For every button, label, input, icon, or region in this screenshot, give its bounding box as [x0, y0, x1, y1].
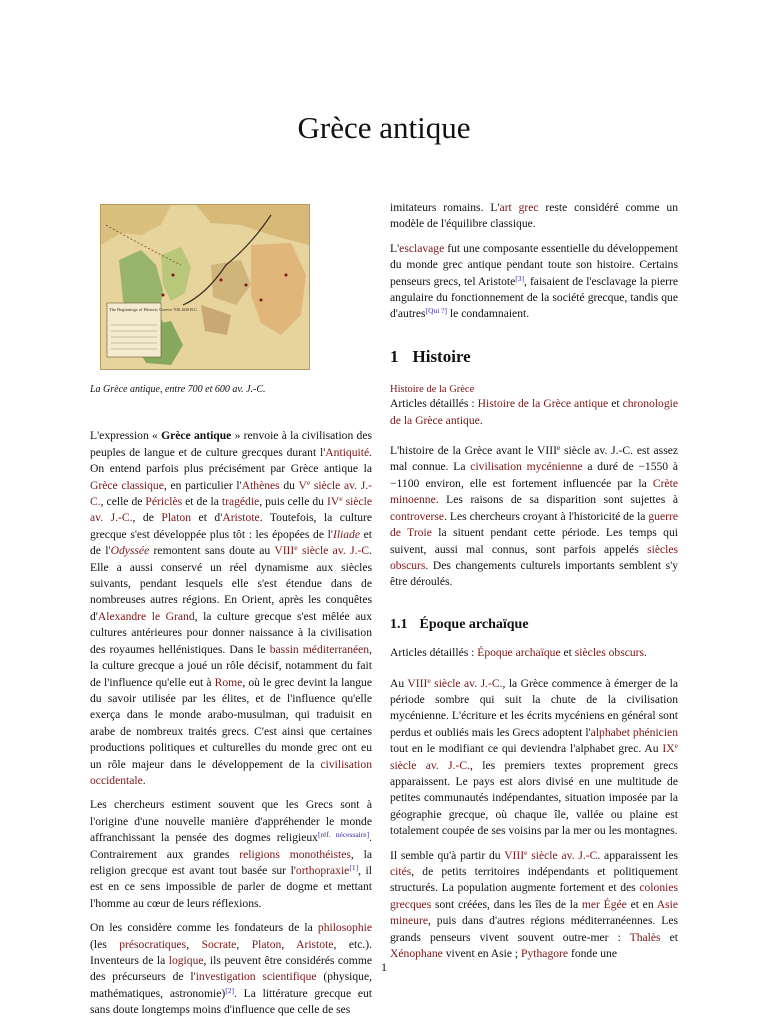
paragraph: imitateurs romains. L'art grec reste considéré comme un modèle de l'équilibre classique. [390, 201, 678, 231]
wiki-link[interactable]: e [524, 847, 528, 857]
wiki-link[interactable]: VIII [504, 848, 525, 862]
wiki-link[interactable]: civilisation occidentale [90, 757, 372, 787]
wiki-link[interactable]: philosophie [317, 921, 372, 935]
detailed-articles: Articles détaillés : Histoire de la Grèce antique et chronologie de la Grèce antique. [390, 397, 678, 427]
wiki-link[interactable]: Asie mineure [390, 897, 678, 928]
wiki-link[interactable]: e [674, 741, 678, 751]
wiki-link[interactable]: esclavage [399, 241, 445, 255]
wiki-link[interactable]: Pythagore [521, 947, 569, 961]
paragraph: Au VIIIe siècle av. J.-C., la Grèce commence à émerger de la période sombre qui suit la chute de la civilisation mycénienne. L'écriture et les écrits mycéniens en général sont perdus et oubliés mais les Grecs adoptent l'alphabet phénicien tout en le modifiant ce qui deviendra l'alphabet grec. Au IXe siècle av. J.-C., les premiers textes proprement grecs apparaissent. Le pays est alors divisé en une multitude de petites communautés indépendantes, situation imposée par la géographie grecque, où chaque île, vallée ou plaine est totalement coupée de ses voisins par la mer ou les montagnes. [390, 675, 679, 838]
wiki-link[interactable]: siècle av. J.-C. [390, 758, 471, 772]
wiki-link[interactable]: Athènes [241, 478, 280, 492]
page-title: Grèce antique [297, 110, 471, 145]
wiki-link[interactable]: mer Égée [581, 897, 627, 911]
citation-link[interactable]: [réf. nécessaire] [317, 830, 370, 840]
text-span: Grèce antique [161, 429, 232, 443]
wiki-link[interactable]: Histoire de la Grèce antique [477, 397, 609, 411]
section-title: Époque archaïque [419, 616, 529, 632]
wiki-link[interactable]: IV [327, 495, 340, 509]
wiki-link[interactable]: logique [168, 954, 204, 967]
wiki-link[interactable]: investigation scientifique [195, 970, 317, 984]
paragraph: Les chercheurs estiment souvent que les Grecs sont à l'origine d'une nouvelle manière d'appréhender le monde affranchissant la pensée des dogmes religieux[réf. nécessaire]. Contrairement aux grandes religions monothéistes, la religion grecque est avant tout basée sur l'orthopraxie[1], il est en ce sens impossible de parler de dogme et mettant l'homme au cœur de leurs réflexions. [90, 798, 372, 910]
wiki-link[interactable]: chronologie de la Grèce antique [390, 397, 678, 427]
wiki-link[interactable]: Époque archaïque [477, 646, 561, 660]
text-span: e [556, 443, 561, 453]
wiki-link[interactable]: Rome [214, 675, 243, 689]
wiki-link[interactable]: siècle av. J.-C. [430, 676, 503, 690]
wiki-link[interactable]: guerre de Troie [390, 509, 678, 540]
wiki-link[interactable]: Odyssée [110, 544, 150, 558]
wiki-link[interactable]: Aristote [296, 937, 334, 951]
wiki-link[interactable]: e [427, 675, 431, 685]
paragraph: On les considère comme les fondateurs de la philosophie (les présocratiques, Socrate, Platon, Aristote, etc.). Inventeurs de la logique, ils peuvent être considérés comme des précurseurs de l'investigation scientifique (physique, mathématiques, astronomie)[2]. La littérature grecque eut sans doute longtemps moins d'influence que celle de ses [90, 921, 373, 1017]
wiki-link[interactable]: bassin méditerranéen [269, 642, 370, 656]
wiki-link[interactable]: Iliade [332, 527, 360, 541]
wiki-link[interactable]: religions monothéistes [239, 847, 351, 861]
detailed-articles: Articles détaillés : Époque archaïque et siècles obscurs. [390, 646, 647, 660]
page-number: 1 [381, 960, 387, 974]
wiki-link[interactable]: Périclès [145, 495, 183, 509]
histoire-link[interactable]: Histoire de la Grèce [390, 384, 475, 396]
wiki-link[interactable]: Xénophane [390, 947, 443, 961]
citation-link[interactable]: [1] [349, 862, 359, 872]
wiki-link[interactable]: siècle av. J.-C. [90, 495, 372, 525]
wiki-link[interactable]: siècles obscurs [574, 646, 645, 660]
wiki-link[interactable]: siècles obscurs [390, 542, 678, 572]
right-column [390, 200, 678, 970]
svg-text:The Beginnings of Historic Gre: The Beginnings of Historic Greece 700–600 B.C. [109, 307, 199, 312]
wiki-link[interactable]: tragédie [221, 495, 260, 509]
paragraph: L'esclavage fut une composante essentielle du développement du monde grec antique pendant toute son histoire. Certains penseurs grecs, tel Aristote[3], faisaient de l'esclavage la pierre angulaire du fonctionnement de la société grecque, tandis que d'autres[Qui ?] le condamnaient. [390, 241, 678, 321]
wiki-link[interactable]: siècle av. J.-C. [90, 478, 372, 509]
figure-caption: La Grèce antique, entre 700 et 600 av. J.-C. [90, 384, 266, 395]
map-image [101, 205, 309, 369]
section-title: Histoire [412, 346, 471, 366]
wiki-link[interactable]: siècle av. J.-C [297, 544, 370, 558]
wiki-link[interactable]: e [306, 477, 311, 487]
citation-link[interactable]: [2] [225, 985, 234, 995]
wiki-link[interactable]: siècle av. J.-C [527, 848, 598, 862]
wiki-link[interactable]: Crète minoenne [390, 476, 678, 507]
wiki-link[interactable]: V [298, 478, 307, 492]
wiki-link[interactable]: VIII [407, 676, 428, 690]
citation-link[interactable]: [3] [515, 273, 525, 283]
wiki-link[interactable]: orthopraxie [295, 863, 350, 877]
wiki-link[interactable]: alphabet phénicien [590, 725, 678, 739]
wiki-link[interactable]: Antiquité [325, 445, 370, 459]
wiki-link[interactable]: Thalès [629, 930, 661, 944]
wiki-link[interactable]: Grèce classique [90, 478, 164, 492]
wiki-link[interactable]: Platon [251, 937, 282, 951]
citation-link[interactable]: [Qui ?] [425, 306, 448, 316]
wiki-link[interactable]: civilisation mycénienne [470, 460, 583, 474]
wiki-link[interactable]: art grec [499, 201, 539, 214]
map-figure[interactable] [100, 204, 310, 370]
wiki-link[interactable]: Aristote [222, 511, 260, 525]
wiki-link[interactable]: présocratiques [119, 937, 187, 951]
wiki-link[interactable]: Platon [161, 511, 192, 525]
wiki-link[interactable]: IX [662, 742, 675, 756]
wiki-link[interactable]: controverse [390, 509, 445, 523]
wiki-link[interactable]: Socrate [201, 937, 237, 951]
wiki-link[interactable]: cités [390, 865, 412, 878]
subsection-heading-archaique [390, 617, 678, 633]
intro-paragraph: L'expression « Grèce antique » renvoie à la civilisation des peuples de langue et de culture grecques durant l'Antiquité. On entend parfois plus précisément par Grèce antique la Grèce classique, en particulier l'Athènes du Ve siècle av. J.-C., celle de Périclès et de la tragédie, puis celle du IVe siècle av. J.-C., de Platon et d'Aristote. Toutefois, la culture grecque s'est développée plus tôt : les épopées de l'Iliade et de l'Odyssée remontent sans doute au VIIIe siècle av. J.-C. Elle a aussi conservé un réel dynamisme aux siècles suivants, pendant lesquels elle s'est étendue dans de nombreuses autres régions. En Orient, après les conquêtes d'Alexandre le Grand, la culture grecque s'est mêlée aux cultures antérieures pour donner naissance à la civilisation des royaumes hellénistiques. Dans le bassin méditerranéen, la culture grecque a joué un rôle décisif, notamment du fait de l'influence qu'elle eut à Rome, où le grec devint la langue du savoir utilisée par les élites, et de l'influence qu'elle exerça dans le monde arabo-musulman, qui traduisit en arabe de nombreux traités grecs. C'est ainsi que certaines productions politiques et culturelles du monde grec ont eu un rôle majeur dans le développement de la civilisation occidentale. [90, 429, 373, 787]
wiki-link[interactable]: colonies grecques [390, 881, 678, 911]
wiki-link[interactable]: VIII [274, 544, 295, 558]
left-column [90, 200, 372, 1027]
paragraph: L'histoire de la Grèce avant le VIIIe siècle av. J.-C. est assez mal connue. La civilisation mycénienne a duré de −1550 à −1100 environ, elle est fortement influencée par la Crète minoenne. Les raisons de sa disparition sont sujettes à controverse. Les chercheurs croyant à l'historicité de la guerre de Troie la situent pendant cette période. Les temps qui suivent, aussi mal connus, sont parfois appelés siècles obscurs. Des changements culturels importants semblent s'y être déroulés. [390, 443, 679, 589]
paragraph: Il semble qu'à partir du VIIIe siècle av. J.-C. apparaissent les cités, de petits territoires indépendants et politiquement structurés. La population augmente fortement et des colonies grecques sont créées, dans les îles de la mer Égée et en Asie mineure, puis dans d'autres régions méditerranéennes. Les grands penseurs vivent souvent outre-mer : Thalès et Xénophane vivent en Asie ; Pythagore fonde une [390, 847, 679, 961]
wiki-link[interactable]: Alexandre le Grand [97, 609, 195, 623]
section-heading-histoire [390, 346, 678, 366]
wiki-link[interactable]: e [339, 494, 343, 504]
section-number: 1 [390, 346, 399, 366]
section-number: 1.1 [390, 616, 408, 632]
wiki-link[interactable]: e [294, 543, 298, 553]
